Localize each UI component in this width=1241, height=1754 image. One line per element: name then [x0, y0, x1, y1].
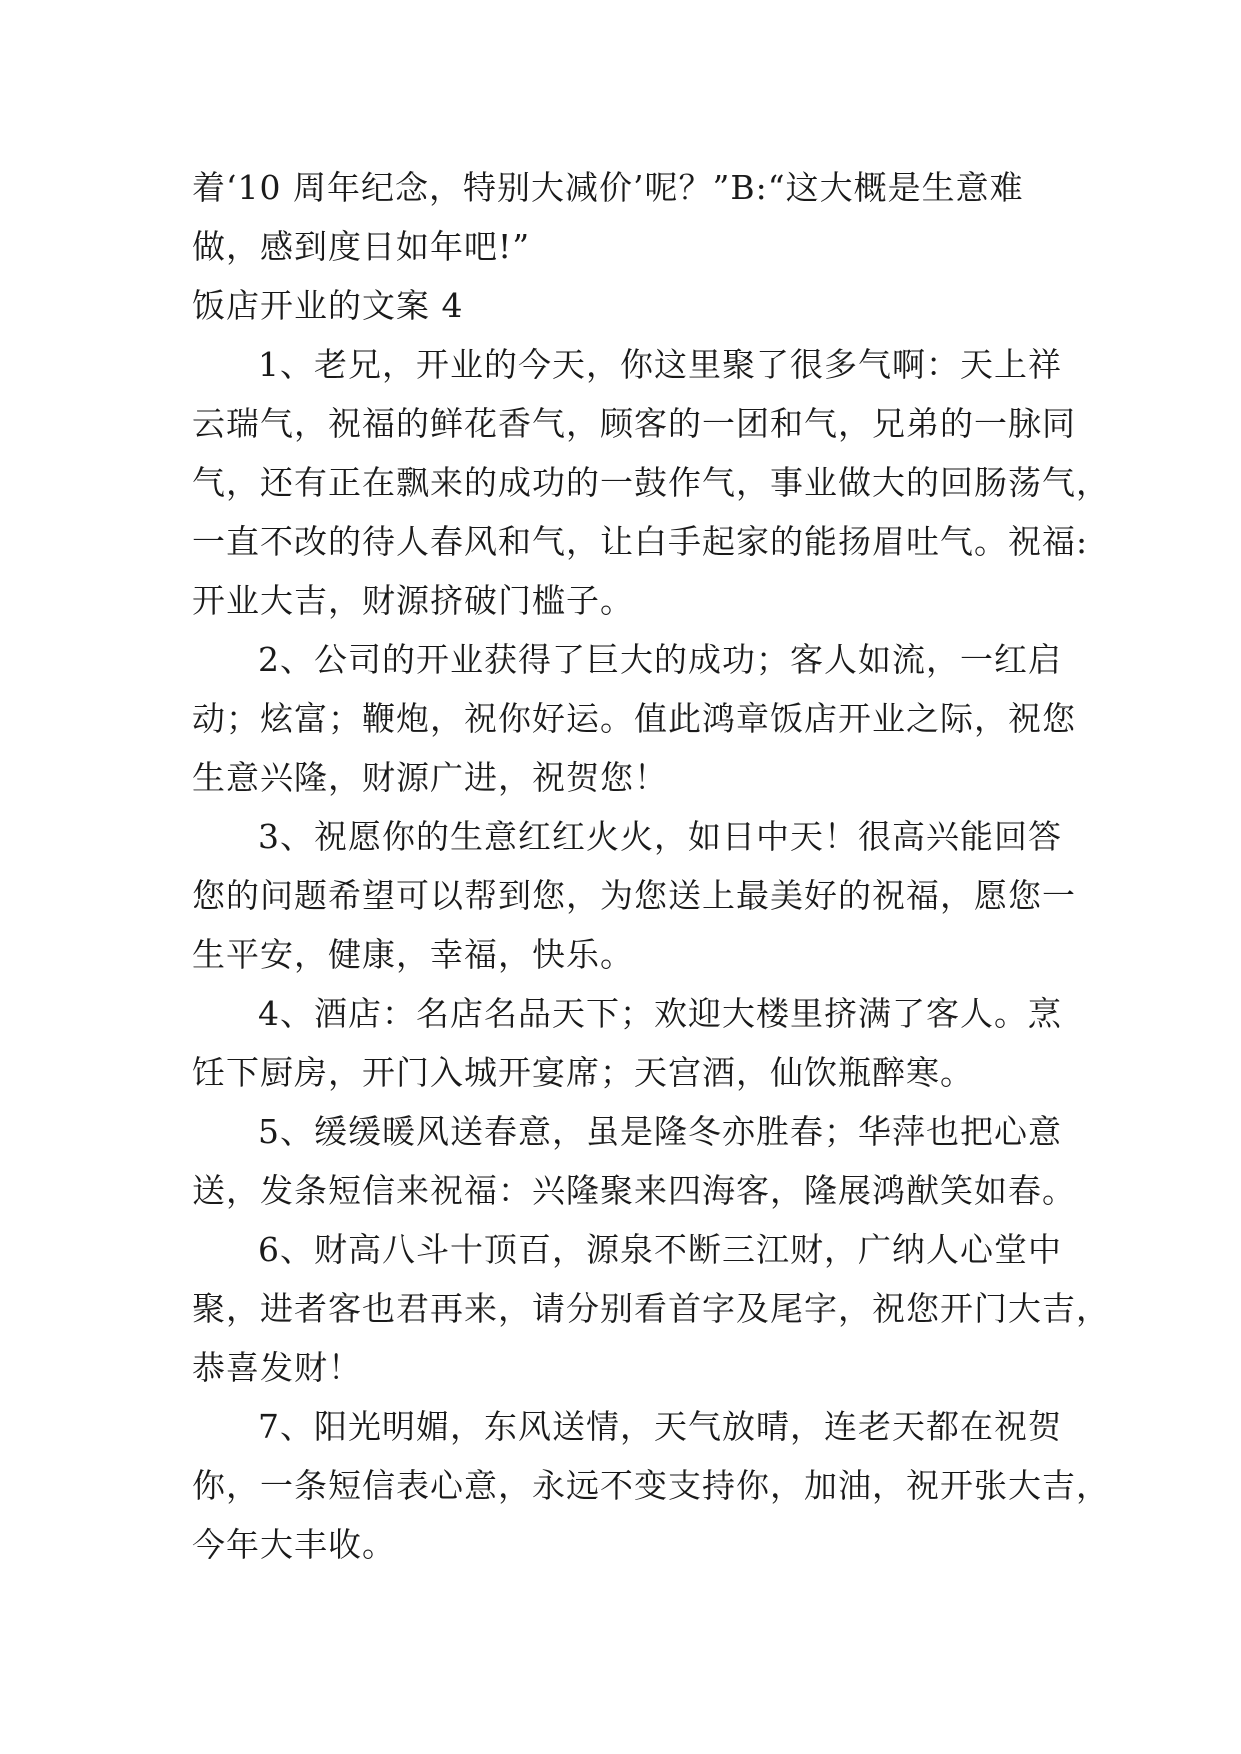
text-line: 云瑞气，祝福的鲜花香气，顾客的一团和气，兄弟的一脉同 [192, 404, 1076, 443]
text-line: 一直不改的待人春风和气，让白手起家的能扬眉吐气。祝福: [192, 522, 1089, 561]
text-line: 饪下厨房，开门入城开宴席；天宫酒，仙饮瓶醉寒。 [192, 1053, 974, 1092]
continuation-paragraph [192, 158, 1062, 276]
text-line: 6、财高八斗十顶百，源泉不断三江财，广纳人心堂中 [258, 1230, 1062, 1269]
paragraph-item-5 [192, 1102, 1076, 1220]
text-line: 1、老兄，开业的今天，你这里聚了很多气啊：天上祥 [258, 345, 1062, 384]
text-line: 动；炫富；鞭炮，祝你好运。值此鸿章饭店开业之际，祝您 [192, 699, 1076, 738]
paragraph-item-7 [192, 1397, 1110, 1574]
text-line: 3、祝愿你的生意红红火火，如日中天！很高兴能回答 [258, 817, 1062, 856]
paragraph-item-3 [192, 807, 1076, 984]
text-line: 生平安，健康，幸福，快乐。 [192, 935, 634, 974]
text-line: 7、阳光明媚，东风送情，天气放晴，连老天都在祝贺 [258, 1407, 1062, 1446]
text-line: 您的问题希望可以帮到您，为您送上最美好的祝福，愿您一 [192, 876, 1076, 915]
document-page [192, 158, 1110, 1574]
text-line: 生意兴隆，财源广进，祝贺您！ [192, 758, 668, 797]
text-line: 送，发条短信来祝福：兴隆聚来四海客，隆展鸿猷笑如春。 [192, 1171, 1076, 1210]
text-line: 4、酒店：名店名品天下；欢迎大楼里挤满了客人。烹 [258, 994, 1062, 1033]
text-line: 5、缓缓暖风送春意，虽是隆冬亦胜春；华萍也把心意 [258, 1112, 1062, 1151]
section-heading: 饭店开业的文案 4 [192, 286, 464, 325]
paragraph-item-4 [192, 984, 1062, 1102]
text-line: 着‘10 周年纪念，特别大减价’呢？”B:“这大概是生意难 [192, 168, 1024, 207]
text-line: 气，还有正在飘来的成功的一鼓作气，事业做大的回肠荡气， [192, 463, 1110, 502]
paragraph-item-6 [192, 1220, 1110, 1397]
paragraph-item-1 [192, 335, 1110, 630]
text-line: 做，感到度日如年吧!” [192, 227, 531, 266]
text-line: 你，一条短信表心意，永远不变支持你，加油，祝开张大吉， [192, 1466, 1110, 1505]
text-line: 恭喜发财！ [192, 1348, 362, 1387]
text-line: 今年大丰收。 [192, 1525, 396, 1564]
text-line: 2、公司的开业获得了巨大的成功；客人如流，一红启 [258, 640, 1062, 679]
paragraph-item-2 [192, 630, 1076, 807]
text-line: 聚，进者客也君再来，请分别看首字及尾字，祝您开门大吉， [192, 1289, 1110, 1328]
text-line: 开业大吉，财源挤破门槛子。 [192, 581, 634, 620]
